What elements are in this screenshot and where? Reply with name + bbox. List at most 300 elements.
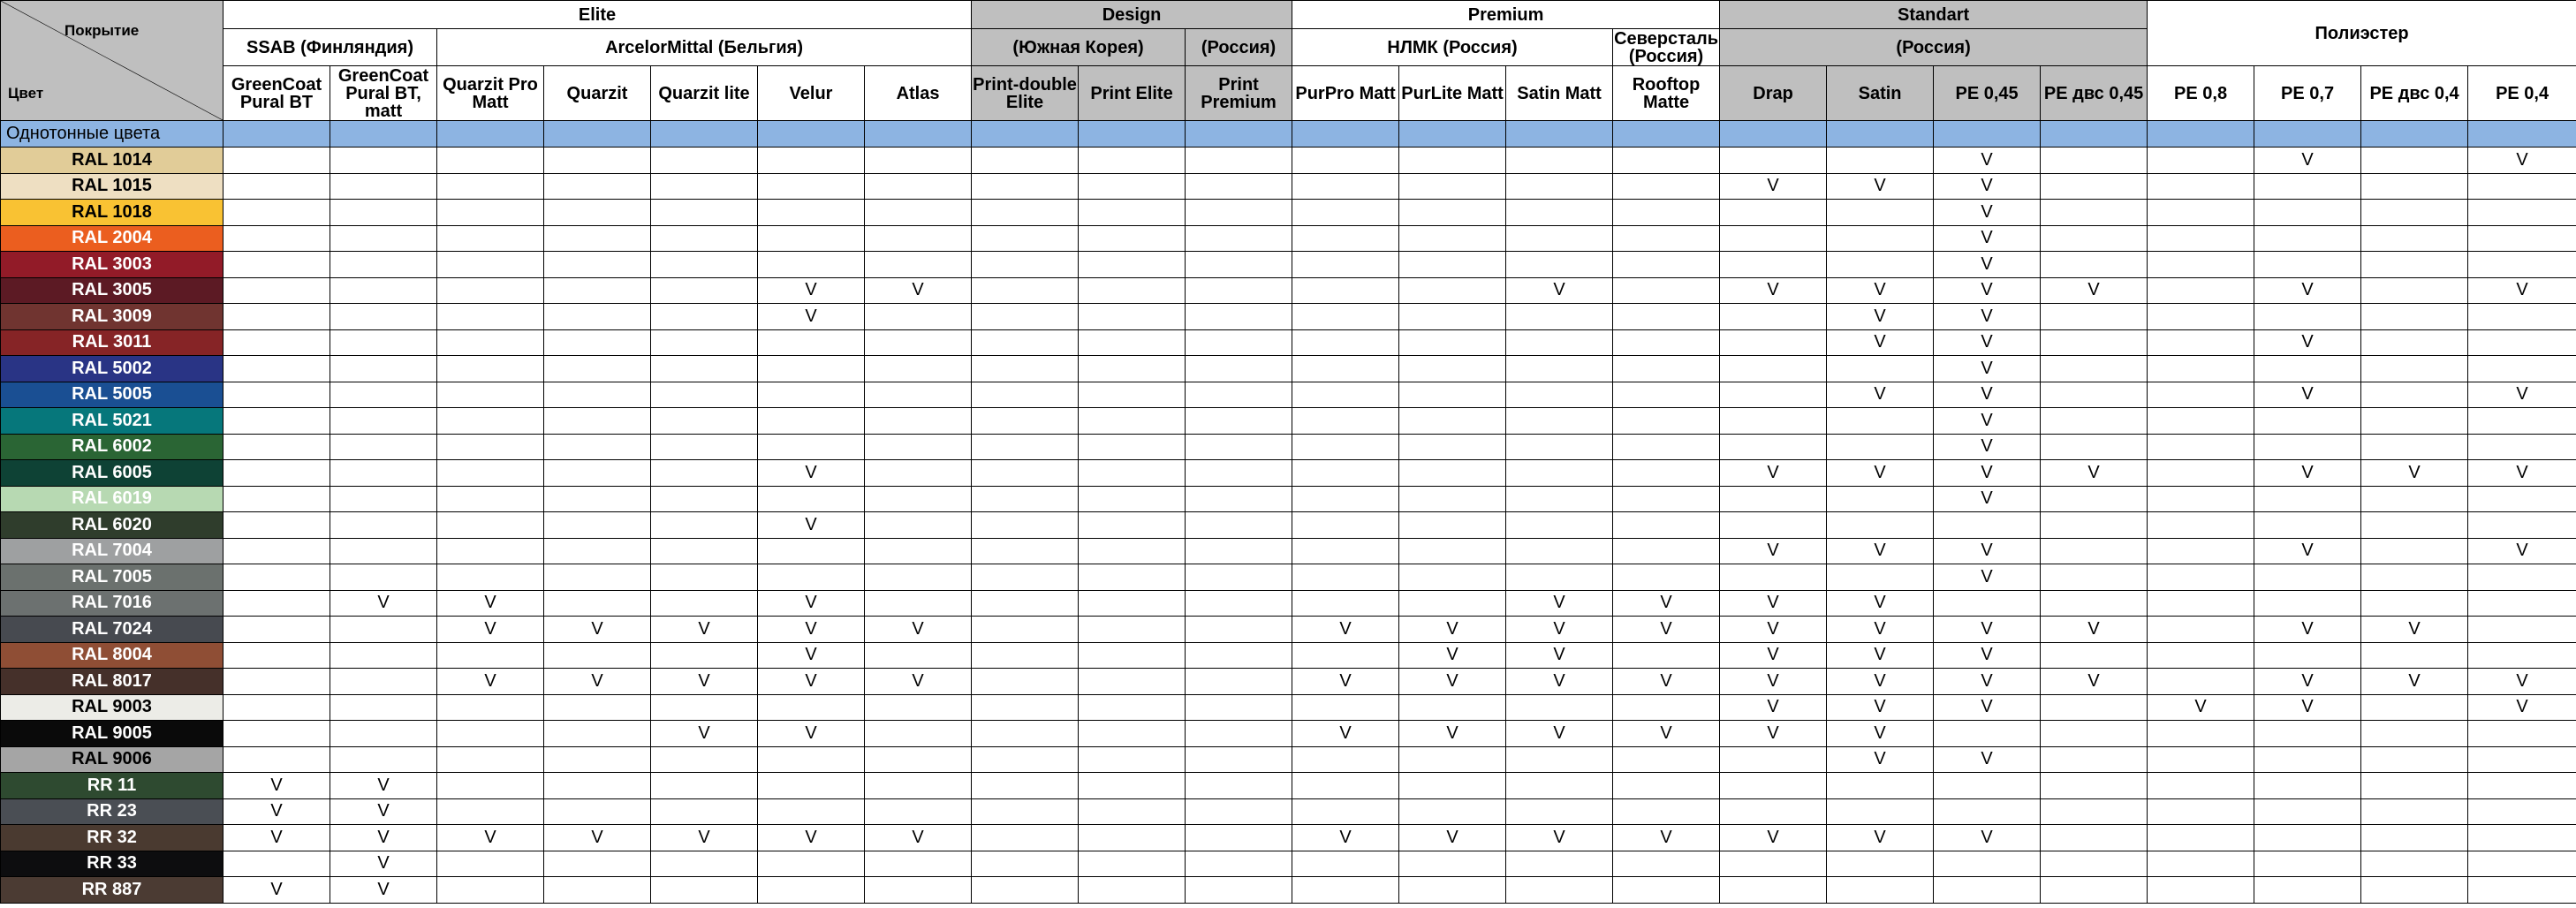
availability-cell (224, 564, 330, 591)
availability-cell (1399, 538, 1506, 564)
availability-cell: V (1827, 669, 1934, 695)
availability-cell (437, 512, 544, 539)
availability-cell (1292, 434, 1399, 460)
availability-cell (2148, 669, 2254, 695)
availability-cell (972, 564, 1079, 591)
group-header: Полиэстер (2148, 1, 2576, 66)
availability-cell (1079, 538, 1186, 564)
availability-cell (1720, 434, 1827, 460)
availability-cell (2254, 225, 2361, 252)
availability-cell (758, 486, 865, 512)
availability-cell (544, 851, 651, 877)
table-row (1, 694, 2576, 721)
availability-cell (651, 252, 758, 278)
availability-cell (437, 694, 544, 721)
availability-cell (437, 200, 544, 226)
availability-cell (437, 851, 544, 877)
availability-cell (1613, 329, 1720, 356)
section-cell (1079, 121, 1186, 148)
availability-cell (758, 851, 865, 877)
availability-cell: V (1399, 721, 1506, 747)
product-header: PE 0,7 (2254, 66, 2361, 121)
availability-cell (972, 538, 1079, 564)
section-cell (1827, 121, 1934, 148)
availability-cell: V (544, 617, 651, 643)
availability-cell (1292, 148, 1399, 174)
availability-cell (972, 382, 1079, 408)
availability-cell (224, 200, 330, 226)
availability-cell: V (1613, 617, 1720, 643)
availability-cell (2041, 382, 2148, 408)
availability-cell (1720, 148, 1827, 174)
availability-cell (1720, 408, 1827, 435)
availability-cell (224, 669, 330, 695)
availability-cell (2254, 200, 2361, 226)
availability-cell (1079, 877, 1186, 904)
availability-cell (1186, 512, 1292, 539)
availability-cell (1827, 877, 1934, 904)
product-header: Print-double Elite (972, 66, 1079, 121)
color-swatch-cell: RAL 8004 (1, 642, 224, 669)
availability-cell (1613, 356, 1720, 382)
availability-cell (2148, 773, 2254, 799)
availability-cell: V (758, 590, 865, 617)
availability-cell (1720, 382, 1827, 408)
availability-cell (330, 512, 437, 539)
availability-cell (865, 512, 972, 539)
product-header: GreenCoat Pural BT (224, 66, 330, 121)
table-row (1, 486, 2576, 512)
availability-cell (544, 877, 651, 904)
availability-cell (1613, 304, 1720, 330)
product-header: Drap (1720, 66, 1827, 121)
availability-cell (972, 486, 1079, 512)
availability-cell (2468, 851, 2576, 877)
table-row (1, 329, 2576, 356)
availability-cell (1613, 773, 1720, 799)
availability-cell: V (1934, 277, 2041, 304)
availability-cell (2468, 798, 2576, 825)
availability-cell (1613, 538, 1720, 564)
availability-cell (330, 721, 437, 747)
availability-cell (544, 382, 651, 408)
availability-cell (1506, 486, 1613, 512)
availability-cell: V (2254, 538, 2361, 564)
availability-cell (2041, 694, 2148, 721)
group-header: Standart (1720, 1, 2148, 29)
availability-cell: V (1720, 669, 1827, 695)
availability-cell (330, 538, 437, 564)
availability-cell (1292, 277, 1399, 304)
section-cell (651, 121, 758, 148)
table-row (1, 356, 2576, 382)
availability-cell (651, 356, 758, 382)
availability-cell (1827, 356, 1934, 382)
availability-cell (437, 173, 544, 200)
availability-cell (1506, 304, 1613, 330)
table-row (1, 669, 2576, 695)
availability-cell (1613, 225, 1720, 252)
availability-cell (1613, 173, 1720, 200)
availability-cell (1613, 486, 1720, 512)
availability-cell (1186, 382, 1292, 408)
availability-cell (865, 408, 972, 435)
availability-cell: V (1934, 694, 2041, 721)
availability-cell (330, 173, 437, 200)
availability-cell: V (2041, 617, 2148, 643)
availability-cell (2148, 512, 2254, 539)
section-cell (437, 121, 544, 148)
availability-cell (2041, 512, 2148, 539)
availability-cell: V (1934, 225, 2041, 252)
availability-cell (2468, 773, 2576, 799)
availability-cell: V (2468, 694, 2576, 721)
availability-cell (1934, 590, 2041, 617)
availability-cell (865, 173, 972, 200)
availability-cell (2254, 798, 2361, 825)
availability-cell (758, 434, 865, 460)
availability-cell (1186, 486, 1292, 512)
availability-cell: V (1506, 617, 1613, 643)
availability-cell (544, 512, 651, 539)
availability-cell (437, 798, 544, 825)
availability-cell (1720, 356, 1827, 382)
availability-cell (651, 486, 758, 512)
availability-cell (1506, 538, 1613, 564)
availability-cell (1079, 512, 1186, 539)
availability-cell (651, 512, 758, 539)
availability-cell (1292, 694, 1399, 721)
availability-cell (1292, 564, 1399, 591)
availability-cell (1079, 304, 1186, 330)
availability-cell (437, 277, 544, 304)
availability-cell (2254, 825, 2361, 851)
availability-cell (1292, 408, 1399, 435)
availability-cell (544, 798, 651, 825)
availability-cell (330, 642, 437, 669)
availability-cell (224, 590, 330, 617)
availability-cell (2468, 434, 2576, 460)
availability-cell (865, 486, 972, 512)
availability-cell (2468, 746, 2576, 773)
availability-cell (1720, 851, 1827, 877)
availability-cell (972, 798, 1079, 825)
table-row (1, 798, 2576, 825)
availability-cell: V (437, 590, 544, 617)
product-header: Quarzit Pro Matt (437, 66, 544, 121)
availability-cell (224, 356, 330, 382)
table-row (1, 721, 2576, 747)
availability-cell (1292, 538, 1399, 564)
availability-cell (544, 434, 651, 460)
availability-cell (330, 694, 437, 721)
section-cell (1186, 121, 1292, 148)
availability-cell (2361, 694, 2468, 721)
table-row (1, 304, 2576, 330)
color-swatch-cell: RAL 9006 (1, 746, 224, 773)
color-swatch-cell: RAL 6002 (1, 434, 224, 460)
availability-cell (544, 304, 651, 330)
color-swatch-cell: RR 23 (1, 798, 224, 825)
table-row (1, 512, 2576, 539)
availability-cell (1399, 200, 1506, 226)
availability-cell (972, 617, 1079, 643)
availability-cell (1506, 877, 1613, 904)
product-header: Atlas (865, 66, 972, 121)
product-header: Quarzit lite (651, 66, 758, 121)
availability-cell: V (1506, 642, 1613, 669)
availability-cell (1827, 798, 1934, 825)
availability-cell (1399, 746, 1506, 773)
availability-cell (2254, 434, 2361, 460)
availability-cell: V (1506, 721, 1613, 747)
availability-cell (1079, 669, 1186, 695)
availability-cell (1079, 382, 1186, 408)
availability-cell: V (2254, 277, 2361, 304)
availability-cell (651, 277, 758, 304)
product-header: Rooftop Matte (1613, 66, 1720, 121)
availability-cell (2041, 486, 2148, 512)
availability-cell: V (1827, 277, 1934, 304)
availability-cell: V (1399, 669, 1506, 695)
availability-cell (2254, 746, 2361, 773)
color-swatch-cell: RAL 9005 (1, 721, 224, 747)
availability-cell (1186, 356, 1292, 382)
availability-cell (1079, 642, 1186, 669)
availability-cell (1613, 851, 1720, 877)
section-cell (1292, 121, 1399, 148)
availability-cell (544, 694, 651, 721)
availability-cell (2148, 356, 2254, 382)
availability-cell (2361, 148, 2468, 174)
availability-cell (330, 669, 437, 695)
availability-cell (2254, 304, 2361, 330)
availability-cell (758, 356, 865, 382)
availability-cell (2468, 173, 2576, 200)
product-header: Print Premium (1186, 66, 1292, 121)
availability-cell (1186, 329, 1292, 356)
availability-cell (2361, 408, 2468, 435)
availability-cell (224, 642, 330, 669)
availability-cell (972, 694, 1079, 721)
availability-cell (224, 173, 330, 200)
availability-cell (2468, 642, 2576, 669)
availability-cell (2361, 329, 2468, 356)
availability-cell: V (1934, 538, 2041, 564)
availability-cell (1399, 148, 1506, 174)
availability-cell (1186, 721, 1292, 747)
availability-cell (1399, 408, 1506, 435)
availability-cell: V (1613, 721, 1720, 747)
availability-cell: V (2468, 277, 2576, 304)
availability-cell (1399, 694, 1506, 721)
availability-cell (437, 721, 544, 747)
availability-cell: V (865, 825, 972, 851)
availability-cell (330, 329, 437, 356)
availability-cell (1292, 590, 1399, 617)
availability-cell (224, 851, 330, 877)
availability-cell (2361, 721, 2468, 747)
availability-cell (2041, 642, 2148, 669)
group-header: Premium (1292, 1, 1720, 29)
availability-cell: V (224, 798, 330, 825)
availability-cell (1827, 773, 1934, 799)
availability-cell: V (544, 669, 651, 695)
availability-cell (1186, 225, 1292, 252)
availability-cell (2361, 173, 2468, 200)
availability-cell (1399, 356, 1506, 382)
availability-cell (1506, 408, 1613, 435)
availability-cell (758, 382, 865, 408)
availability-cell (437, 460, 544, 487)
availability-cell: V (758, 669, 865, 695)
availability-cell: V (1934, 408, 2041, 435)
availability-cell (2361, 356, 2468, 382)
availability-cell (2361, 746, 2468, 773)
availability-cell: V (2468, 460, 2576, 487)
availability-cell (1292, 486, 1399, 512)
color-swatch-cell: RAL 2004 (1, 225, 224, 252)
availability-cell (865, 382, 972, 408)
availability-cell (972, 721, 1079, 747)
availability-cell: V (1827, 617, 1934, 643)
availability-cell: V (1720, 460, 1827, 487)
availability-cell (1720, 329, 1827, 356)
availability-cell (865, 746, 972, 773)
availability-cell (2468, 825, 2576, 851)
manufacturer-header: (Южная Корея) (972, 29, 1186, 66)
table-row (1, 617, 2576, 643)
availability-cell (972, 173, 1079, 200)
availability-cell: V (1934, 252, 2041, 278)
availability-cell (1827, 851, 1934, 877)
availability-cell (1720, 798, 1827, 825)
availability-cell: V (1506, 590, 1613, 617)
availability-cell (1079, 356, 1186, 382)
availability-cell (1079, 277, 1186, 304)
product-header: Satin (1827, 66, 1934, 121)
availability-cell (972, 304, 1079, 330)
availability-cell (2468, 252, 2576, 278)
availability-cell: V (1827, 590, 1934, 617)
availability-cell: V (758, 721, 865, 747)
availability-cell (2361, 382, 2468, 408)
availability-cell (544, 564, 651, 591)
availability-cell: V (2468, 669, 2576, 695)
availability-cell: V (1827, 642, 1934, 669)
availability-cell (1506, 148, 1613, 174)
availability-cell (1186, 564, 1292, 591)
availability-cell (224, 512, 330, 539)
availability-cell (330, 486, 437, 512)
availability-cell (2148, 877, 2254, 904)
availability-cell (865, 590, 972, 617)
availability-cell (1079, 225, 1186, 252)
manufacturer-header: ArcelorMittal (Бельгия) (437, 29, 972, 66)
availability-cell (1292, 773, 1399, 799)
availability-cell (2468, 408, 2576, 435)
color-swatch-cell: RAL 9003 (1, 694, 224, 721)
availability-cell: V (1827, 825, 1934, 851)
availability-cell (1506, 434, 1613, 460)
availability-cell: V (330, 798, 437, 825)
header-row-groups (1, 1, 2576, 29)
availability-cell: V (1827, 329, 1934, 356)
availability-cell (1186, 460, 1292, 487)
section-cell (1399, 121, 1506, 148)
availability-cell: V (651, 669, 758, 695)
availability-cell (2361, 590, 2468, 617)
availability-cell (544, 356, 651, 382)
availability-cell (1079, 798, 1186, 825)
availability-cell (2041, 798, 2148, 825)
table-row (1, 746, 2576, 773)
availability-cell (437, 434, 544, 460)
availability-cell (1186, 200, 1292, 226)
availability-cell: V (2361, 669, 2468, 695)
availability-cell (972, 590, 1079, 617)
availability-cell (651, 148, 758, 174)
availability-cell (1506, 252, 1613, 278)
table-row (1, 851, 2576, 877)
availability-cell (1720, 486, 1827, 512)
availability-cell: V (1827, 382, 1934, 408)
availability-cell (651, 460, 758, 487)
availability-cell (1292, 200, 1399, 226)
availability-cell (1399, 252, 1506, 278)
availability-cell (1079, 173, 1186, 200)
availability-cell: V (1720, 694, 1827, 721)
availability-cell (224, 538, 330, 564)
availability-cell (1079, 460, 1186, 487)
availability-cell (1079, 486, 1186, 512)
availability-cell (1720, 877, 1827, 904)
corner-color-label: Цвет (8, 85, 44, 102)
availability-cell (544, 173, 651, 200)
availability-cell (2041, 304, 2148, 330)
availability-cell: V (1720, 825, 1827, 851)
table-row (1, 277, 2576, 304)
table-row (1, 148, 2576, 174)
availability-cell: V (1934, 669, 2041, 695)
availability-cell: V (651, 721, 758, 747)
availability-cell (1292, 356, 1399, 382)
manufacturer-header: SSAB (Финляндия) (224, 29, 437, 66)
availability-cell (2361, 825, 2468, 851)
availability-cell (651, 564, 758, 591)
availability-cell: V (651, 617, 758, 643)
color-swatch-cell: RAL 7004 (1, 538, 224, 564)
availability-cell (2148, 825, 2254, 851)
availability-cell (865, 564, 972, 591)
availability-cell (1186, 773, 1292, 799)
availability-cell: V (1827, 721, 1934, 747)
availability-cell (2361, 304, 2468, 330)
table-row (1, 564, 2576, 591)
availability-cell (224, 486, 330, 512)
availability-cell (1186, 825, 1292, 851)
availability-cell (1292, 642, 1399, 669)
availability-cell (1079, 773, 1186, 799)
color-swatch-cell: RAL 6019 (1, 486, 224, 512)
availability-cell (651, 642, 758, 669)
availability-cell (2468, 225, 2576, 252)
availability-cell (2148, 642, 2254, 669)
availability-cell (1399, 382, 1506, 408)
availability-cell: V (1613, 590, 1720, 617)
availability-cell (758, 225, 865, 252)
availability-cell: V (1934, 564, 2041, 591)
